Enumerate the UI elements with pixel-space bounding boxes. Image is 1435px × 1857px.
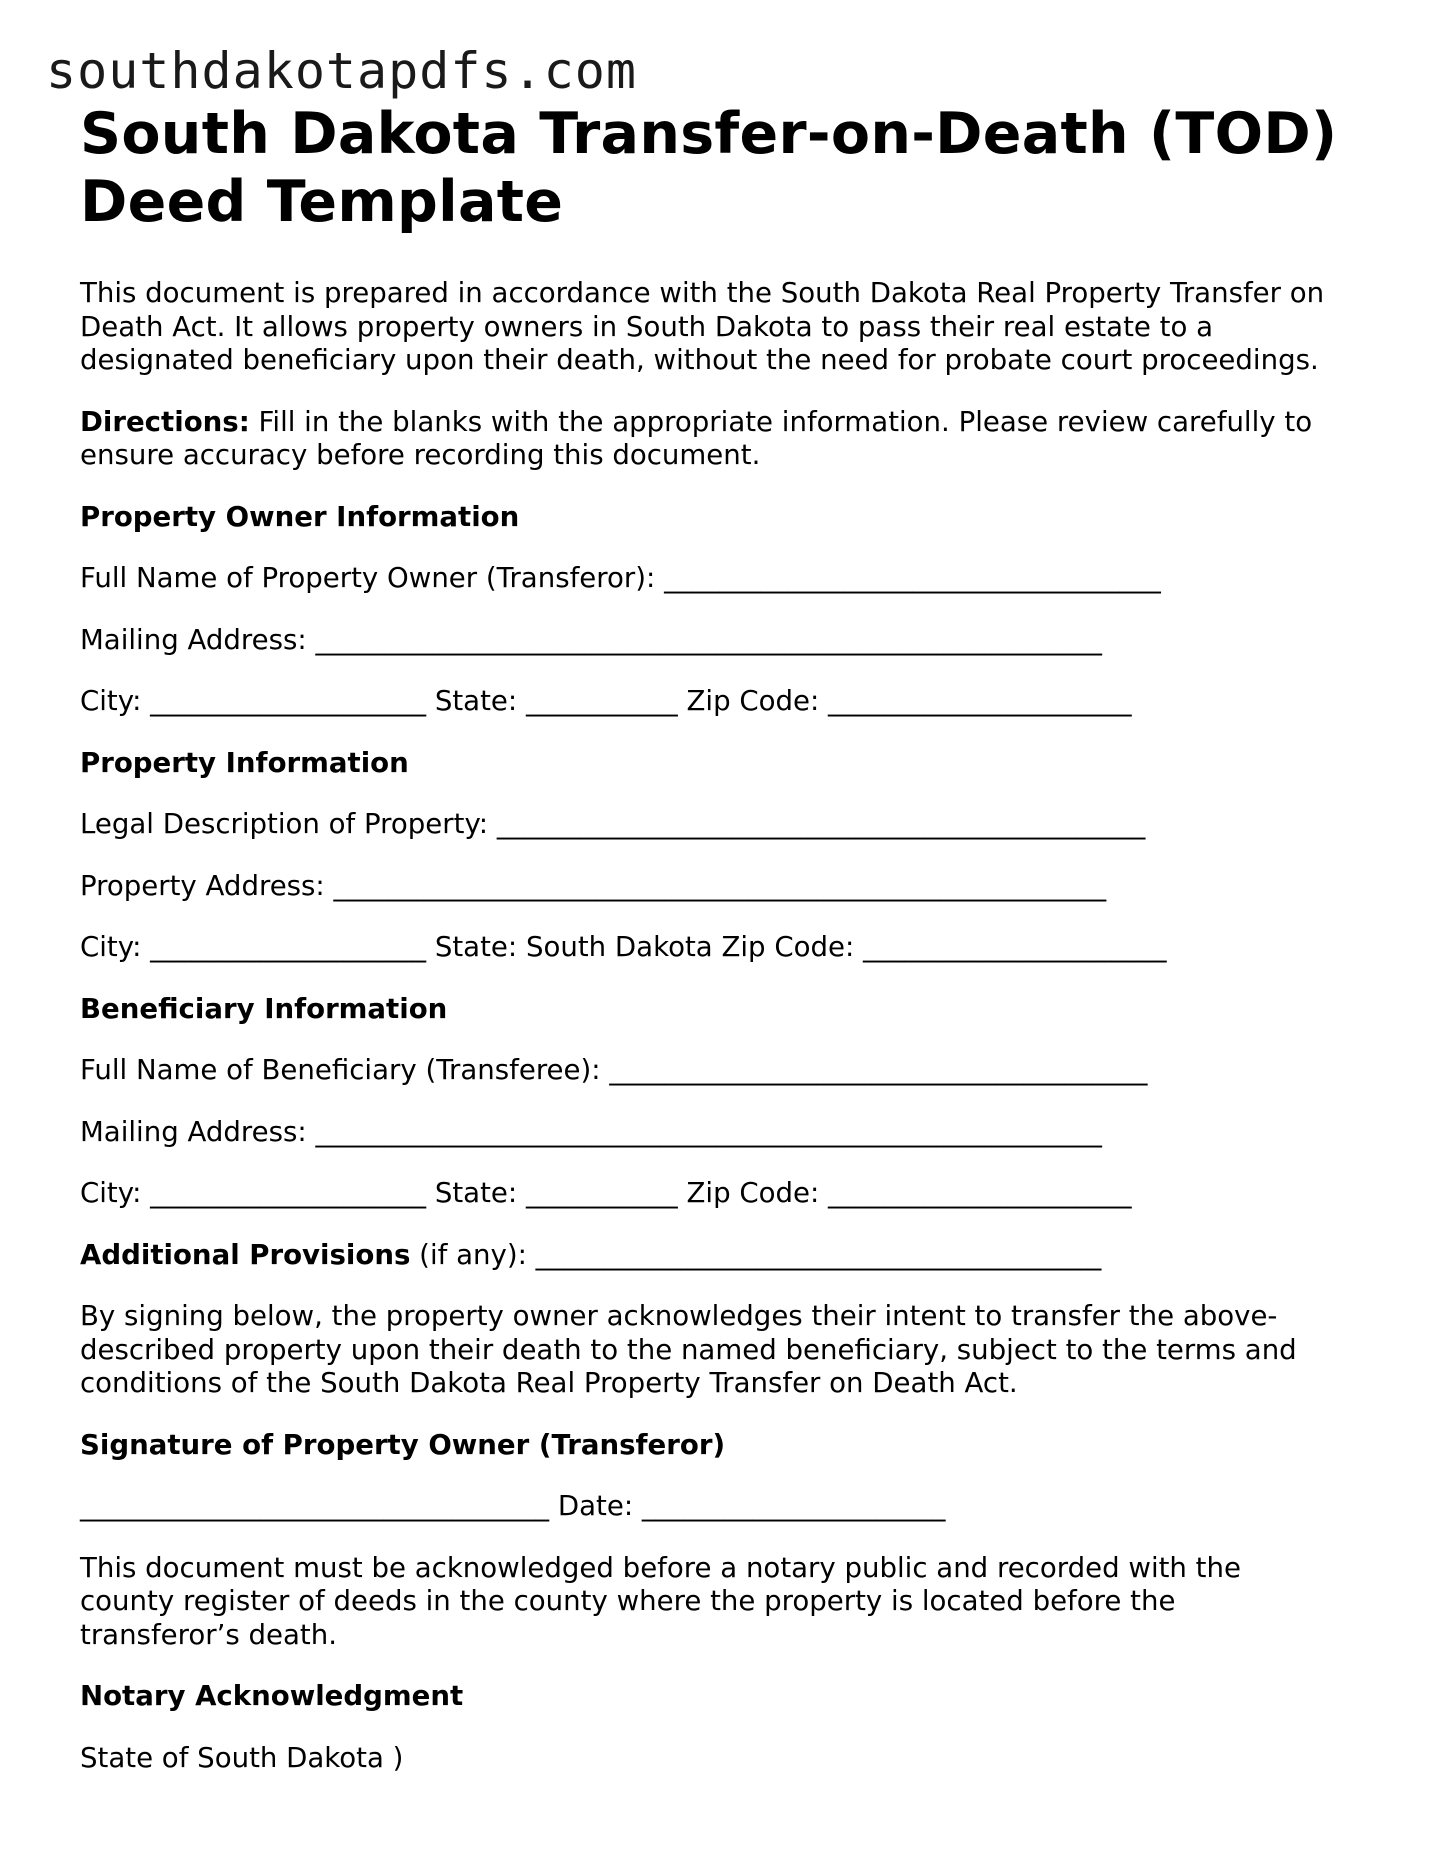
- owner-city-state-zip-field[interactable]: City: ____________________ State: ___________ Zip Code: ______________________: [80, 684, 1132, 717]
- directions-paragraph: [80, 405, 1380, 472]
- recording-note-line-3: transferor’s death.: [80, 1617, 337, 1651]
- beneficiary-mailing-address-field[interactable]: Mailing Address: _________________________________________________________: [80, 1114, 1102, 1148]
- recording-note-line-1: This document must be acknowledged before a notary public and recorded with the: [80, 1550, 1241, 1584]
- acknowledgement-line-2: described property upon their death to the named beneficiary, subject to the terms and: [80, 1332, 1297, 1366]
- additional-provisions-label: Additional Provisions: [80, 1237, 411, 1271]
- intro-line-3: designated beneficiary upon their death, without the need for probate court proceedings.: [80, 343, 1319, 376]
- property-city-state-zip-field[interactable]: City: ____________________ State: South Dakota Zip Code: ______________________: [80, 930, 1167, 963]
- owner-mailing-address-field[interactable]: Mailing Address: _________________________________________________________: [80, 622, 1102, 656]
- directions-text: Fill in the blanks with the appropriate information. Please review carefully to: [249, 404, 1313, 438]
- recording-note-line-2: county register of deeds in the county where the property is located before the: [80, 1584, 1176, 1617]
- acknowledgement-paragraph: [80, 1299, 1380, 1400]
- document-title: [80, 100, 1380, 236]
- signature-section-heading: Signature of Property Owner (Transferor): [80, 1427, 726, 1461]
- beneficiary-city-state-zip-field[interactable]: City: ____________________ State: ___________ Zip Code: ______________________: [80, 1176, 1132, 1209]
- acknowledgement-line-1: By signing below, the property owner acknowledges their intent to transfer the above-: [80, 1299, 1278, 1332]
- notary-section-heading: Notary Acknowledgment: [80, 1679, 464, 1712]
- beneficiary-section-heading: Beneficiary Information: [80, 991, 448, 1025]
- signature-date-field[interactable]: __________________________________ Date: ______________________: [80, 1489, 946, 1522]
- intro-line-1: This document is prepared in accordance with the South Dakota Real Property Transfer on: [80, 276, 1325, 309]
- intro-paragraph: [80, 276, 1380, 377]
- property-section-heading: Property Information: [80, 745, 409, 779]
- directions-label: Directions:: [80, 404, 250, 438]
- directions-line-1: [80, 405, 1380, 439]
- recording-note-paragraph: [80, 1551, 1380, 1652]
- legal-description-field[interactable]: Legal Description of Property: _______________________________________________: [80, 807, 1146, 840]
- additional-provisions-blank[interactable]: (if any): _________________________________________: [410, 1237, 1102, 1271]
- document-page: [80, 100, 1380, 1774]
- owner-section-heading: Property Owner Information: [80, 499, 520, 533]
- property-address-field[interactable]: Property Address: ________________________________________________________: [80, 868, 1107, 902]
- title-line-2: Deed Template: [80, 169, 564, 235]
- directions-line-2: ensure accuracy before recording this document.: [80, 438, 761, 471]
- site-watermark: southdakotapdfs.com: [46, 42, 637, 100]
- beneficiary-full-name-field[interactable]: Full Name of Beneficiary (Transferee): _______________________________________: [80, 1053, 1148, 1086]
- title-line-1: South Dakota Transfer-on-Death (TOD): [80, 101, 1338, 167]
- notary-state-line: State of South Dakota ): [80, 1740, 404, 1774]
- owner-full-name-field[interactable]: Full Name of Property Owner (Transferor): ____________________________________: [80, 561, 1161, 594]
- additional-provisions-field[interactable]: [80, 1238, 1380, 1272]
- intro-line-2: Death Act. It allows property owners in South Dakota to pass their real estate to a: [80, 309, 1214, 343]
- acknowledgement-line-3: conditions of the South Dakota Real Property Transfer on Death Act.: [80, 1366, 1018, 1399]
